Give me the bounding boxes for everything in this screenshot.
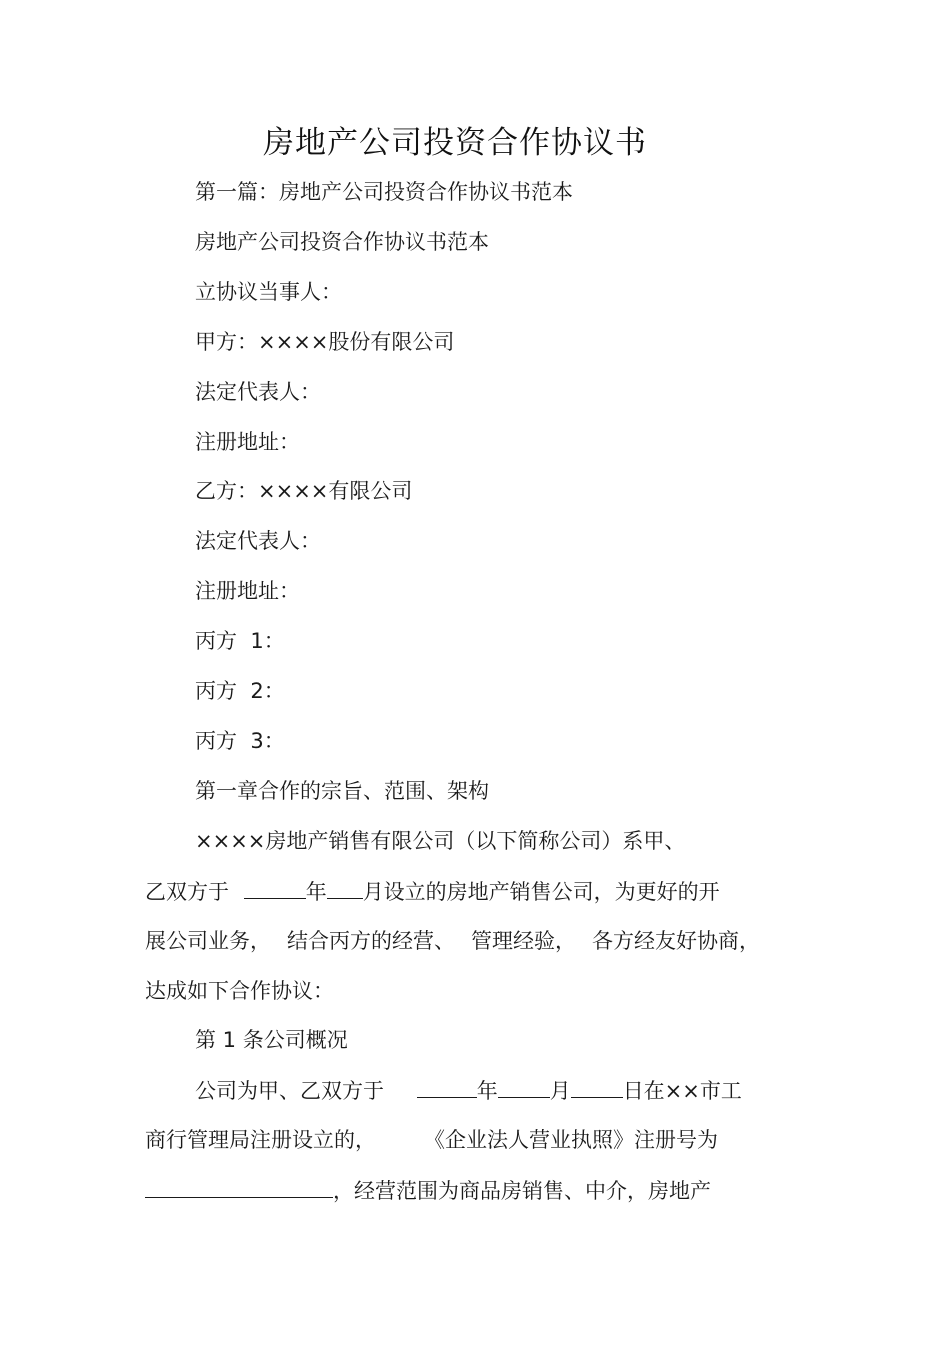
paragraph-line [145,876,720,907]
text-segment: 乙双方于 [145,880,229,904]
subtitle-line: 房地产公司投资合作协议书范本 [195,230,489,254]
party-c1-line: 丙方 1： [195,629,285,653]
paragraph-line: ××××房地产销售有限公司（以下简称公司）系甲、 [195,829,686,853]
party-b-address: 注册地址： [195,579,300,603]
text-segment: 商行管理局注册设立的， [145,1128,376,1152]
blank-field [244,876,306,899]
party-b-line: 乙方：××××有限公司 [195,479,413,503]
party-a-representative: 法定代表人： [195,380,321,404]
blank-field [327,876,363,899]
party-a-address: 注册地址： [195,430,300,454]
text-segment: 管理经验， [471,929,576,953]
party-b-representative: 法定代表人： [195,529,321,553]
parties-heading: 立协议当事人： [195,280,342,304]
paragraph-line [195,1075,742,1106]
article-heading: 第 1 条公司概况 [195,1028,348,1052]
blank-field [498,1075,550,1098]
text-segment: 公司为甲、乙双方于 [195,1079,384,1103]
text-segment: 年 [305,880,327,904]
text-segment: 各方经友好协商， [592,929,760,953]
text-segment: 展公司业务， [145,929,271,953]
chapter-heading: 第一章合作的宗旨、范围、架构 [195,779,489,803]
blank-field [145,1175,333,1198]
text-segment: 月 [549,1079,571,1103]
text-segment: 日在××市工 [622,1079,742,1103]
paragraph-line [145,926,760,956]
text-segment: 结合丙方的经营、 [287,929,455,953]
paragraph-line [145,1125,718,1155]
blank-field [571,1075,623,1098]
party-a-line: 甲方：××××股份有限公司 [195,330,455,354]
blank-field [417,1075,477,1098]
text-segment: ，经营范围为商品房销售、中介，房地产 [333,1179,711,1203]
section-heading: 第一篇：房地产公司投资合作协议书范本 [195,180,573,204]
document-title: 房地产公司投资合作协议书 [263,125,647,161]
party-c2-line: 丙方 2： [195,679,285,703]
text-segment: 月设立的房地产销售公司，为更好的开 [362,880,720,904]
paragraph-line: 达成如下合作协议： [145,979,334,1003]
text-segment: 《企业法人营业执照》注册号为 [424,1128,718,1152]
paragraph-line [145,1175,711,1206]
text-segment: 年 [476,1079,498,1103]
party-c3-line: 丙方 3： [195,729,285,753]
